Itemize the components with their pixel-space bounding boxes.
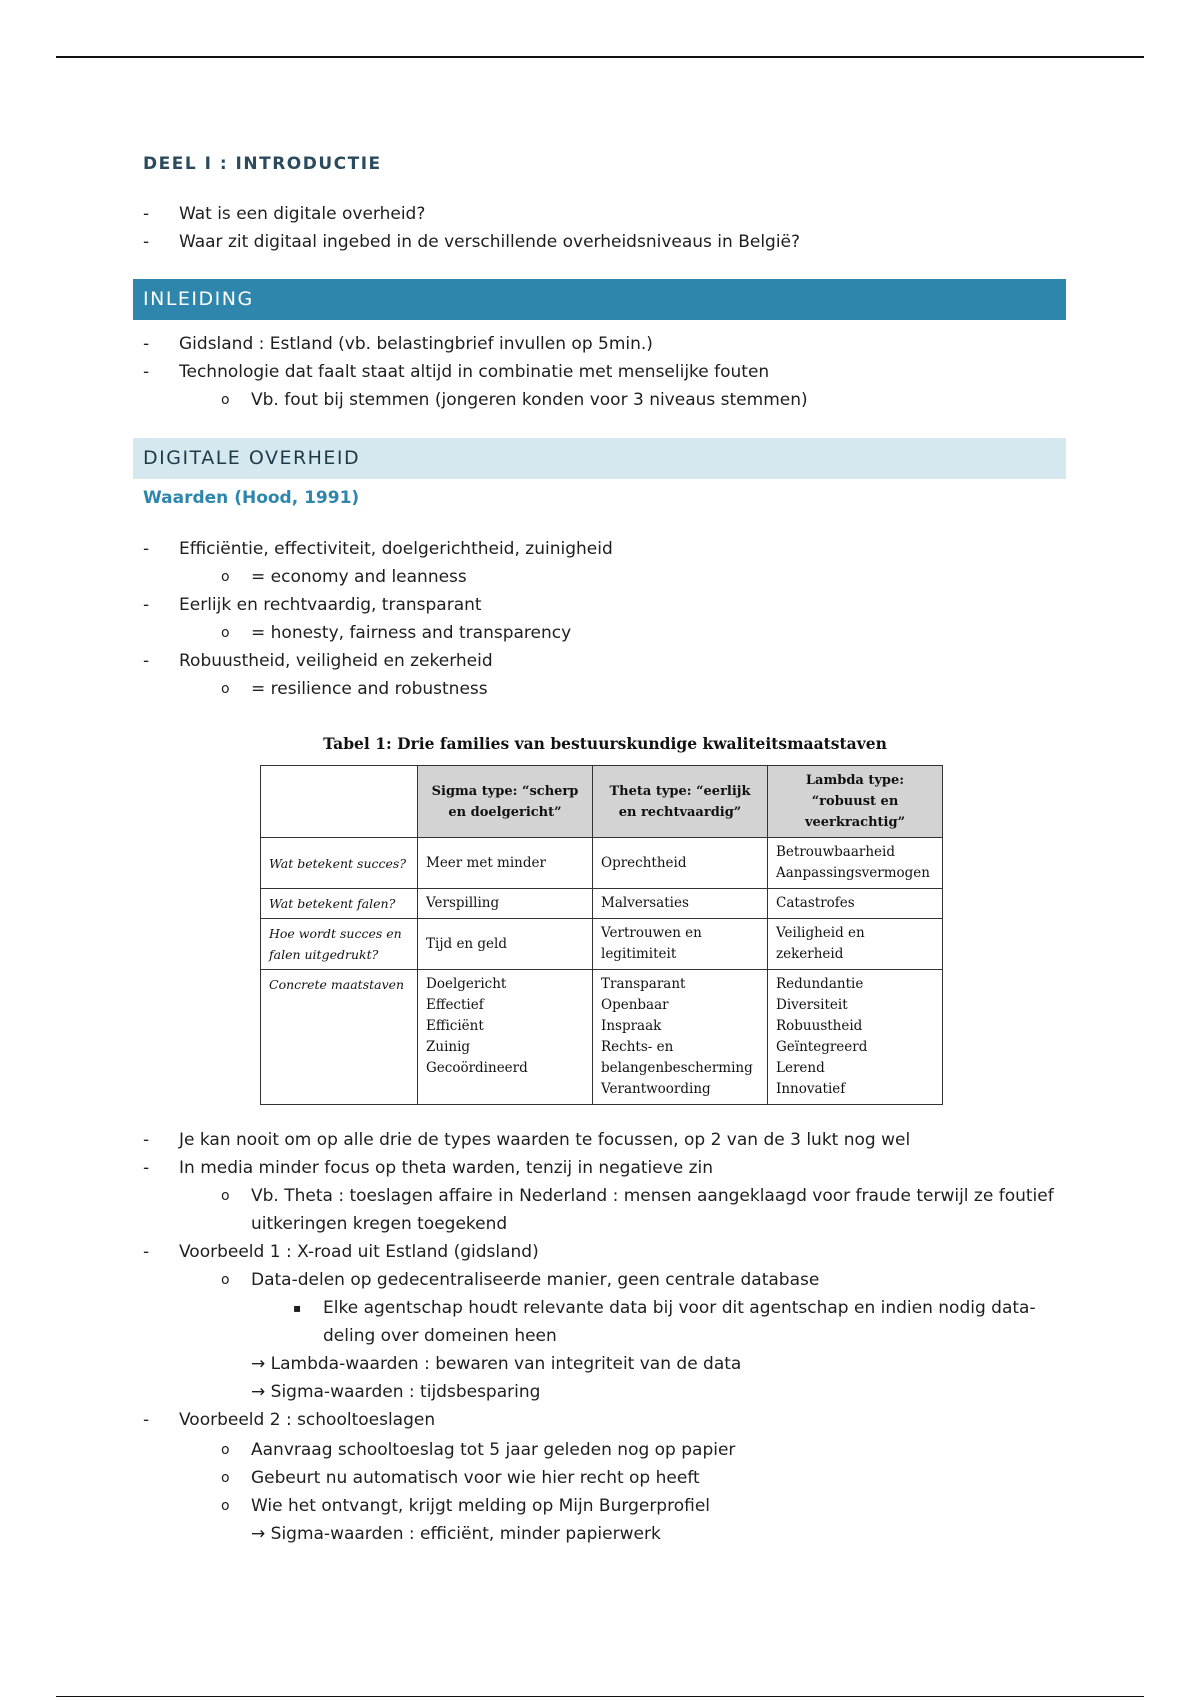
circle-bullet: o bbox=[221, 392, 230, 408]
list-item: - In media minder focus op theta warden, tenzij in negatieve zin bbox=[143, 1158, 714, 1178]
row-label: Hoe wordt succes en falen uitgedrukt? bbox=[261, 919, 418, 970]
section-heading-inleiding: INLEIDING bbox=[133, 279, 1066, 320]
list-item: - Efficiëntie, effectiviteit, doelgerichtheid, zuinigheid bbox=[143, 539, 613, 559]
quality-standards-table bbox=[260, 765, 943, 1105]
arrow-note: → Sigma-waarden : efficiënt, minder papierwerk bbox=[251, 1524, 661, 1544]
table-cell: Malversaties bbox=[593, 889, 768, 919]
header-rule bbox=[56, 56, 1144, 58]
list-item: - Eerlijk en rechtvaardig, transparant bbox=[143, 595, 482, 615]
table-header-empty bbox=[261, 766, 418, 838]
dash-bullet: - bbox=[143, 1242, 150, 1262]
table-cell: Betrouwbaarheid Aanpassingsvermogen bbox=[768, 838, 943, 889]
table-header-sigma: Sigma type: “scherp en doelgericht” bbox=[418, 766, 593, 838]
list-item: - Waar zit digitaal ingebed in de verschillende overheidsniveaus in België? bbox=[143, 232, 801, 252]
list-item: - Je kan nooit om op alle drie de types waarden te focussen, op 2 van de 3 lukt nog wel bbox=[143, 1130, 911, 1150]
list-item: - Technologie dat faalt staat altijd in combinatie met menselijke fouten bbox=[143, 362, 770, 382]
sub-sub-list-item-continuation: deling over domeinen heen bbox=[323, 1326, 557, 1346]
circle-bullet: o bbox=[221, 1272, 230, 1288]
list-item: - Robuustheid, veiligheid en zekerheid bbox=[143, 651, 493, 671]
row-label: Wat betekent falen? bbox=[261, 889, 418, 919]
circle-bullet: o bbox=[221, 1188, 230, 1204]
sub-list-item: o = honesty, fairness and transparency bbox=[221, 623, 572, 643]
square-bullet: ▪ bbox=[293, 1301, 302, 1315]
dash-bullet: - bbox=[143, 1130, 150, 1150]
list-item: - Voorbeeld 1 : X-road uit Estland (gidsland) bbox=[143, 1242, 539, 1262]
dash-bullet: - bbox=[143, 232, 150, 252]
subsection-heading: Waarden (Hood, 1991) bbox=[143, 488, 360, 508]
dash-bullet: - bbox=[143, 651, 150, 671]
list-item: - Gidsland : Estland (vb. belastingbrief invullen op 5min.) bbox=[143, 334, 653, 354]
sub-list-item: o = economy and leanness bbox=[221, 567, 467, 587]
dash-bullet: - bbox=[143, 1410, 150, 1430]
dash-bullet: - bbox=[143, 334, 150, 354]
sub-list-item: o Wie het ontvangt, krijgt melding op Mijn Burgerprofiel bbox=[221, 1496, 710, 1516]
sub-list-item: o = resilience and robustness bbox=[221, 679, 488, 699]
table-cell: Vertrouwen en legitimiteit bbox=[593, 919, 768, 970]
table-cell: Tijd en geld bbox=[418, 919, 593, 970]
circle-bullet: o bbox=[221, 625, 230, 641]
table-header-lambda: Lambda type: “robuust en veerkrachtig” bbox=[768, 766, 943, 838]
table-cell: Veiligheid en zekerheid bbox=[768, 919, 943, 970]
dash-bullet: - bbox=[143, 362, 150, 382]
arrow-note: → Lambda-waarden : bewaren van integriteit van de data bbox=[251, 1354, 742, 1374]
dash-bullet: - bbox=[143, 595, 150, 615]
table-row bbox=[261, 889, 943, 919]
table-header-row bbox=[261, 766, 943, 838]
list-item: - Voorbeeld 2 : schooltoeslagen bbox=[143, 1410, 436, 1430]
sub-sub-list-item: ▪ Elke agentschap houdt relevante data bij voor dit agentschap en indien nodig data- bbox=[293, 1298, 1036, 1318]
circle-bullet: o bbox=[221, 1470, 230, 1486]
sub-list-item: o Data-delen op gedecentraliseerde manier, geen centrale database bbox=[221, 1270, 820, 1290]
table-cell: Oprechtheid bbox=[593, 838, 768, 889]
sub-list-item: o Gebeurt nu automatisch voor wie hier recht op heeft bbox=[221, 1468, 700, 1488]
part-title: DEEL I : INTRODUCTIE bbox=[143, 154, 382, 174]
dash-bullet: - bbox=[143, 204, 150, 224]
row-label: Concrete maatstaven bbox=[261, 970, 418, 1105]
dash-bullet: - bbox=[143, 539, 150, 559]
table-row bbox=[261, 919, 943, 970]
circle-bullet: o bbox=[221, 1442, 230, 1458]
dash-bullet: - bbox=[143, 1158, 150, 1178]
circle-bullet: o bbox=[221, 1498, 230, 1514]
sub-list-item: o Vb. Theta : toeslagen affaire in Nederland : mensen aangeklaagd voor fraude terwijl ze foutief bbox=[221, 1186, 1054, 1206]
sub-list-item-continuation: uitkeringen kregen toegekend bbox=[251, 1214, 508, 1234]
arrow-note: → Sigma-waarden : tijdsbesparing bbox=[251, 1382, 541, 1402]
table-row bbox=[261, 838, 943, 889]
row-label: Wat betekent succes? bbox=[261, 838, 418, 889]
footer-rule bbox=[56, 1696, 1144, 1697]
table-caption: Tabel 1: Drie families van bestuurskundige kwaliteitsmaatstaven bbox=[323, 734, 887, 753]
section-heading-digitale-overheid: DIGITALE OVERHEID bbox=[133, 438, 1066, 479]
table-row bbox=[261, 970, 943, 1105]
circle-bullet: o bbox=[221, 569, 230, 585]
table-cell: Meer met minder bbox=[418, 838, 593, 889]
circle-bullet: o bbox=[221, 681, 230, 697]
table-cell: Doelgericht Effectief Efficiënt Zuinig Gecoördineerd bbox=[418, 970, 593, 1105]
table-cell: Redundantie Diversiteit Robuustheid Geïntegreerd Lerend Innovatief bbox=[768, 970, 943, 1105]
table-cell: Verspilling bbox=[418, 889, 593, 919]
table-header-theta: Theta type: “eerlijk en rechtvaardig” bbox=[593, 766, 768, 838]
list-item: - Wat is een digitale overheid? bbox=[143, 204, 426, 224]
table-cell: Transparant Openbaar Inspraak Rechts- en belangenbescherming Verantwoording bbox=[593, 970, 768, 1105]
sub-list-item: o Vb. fout bij stemmen (jongeren konden voor 3 niveaus stemmen) bbox=[221, 390, 808, 410]
sub-list-item: o Aanvraag schooltoeslag tot 5 jaar geleden nog op papier bbox=[221, 1440, 736, 1460]
table-cell: Catastrofes bbox=[768, 889, 943, 919]
